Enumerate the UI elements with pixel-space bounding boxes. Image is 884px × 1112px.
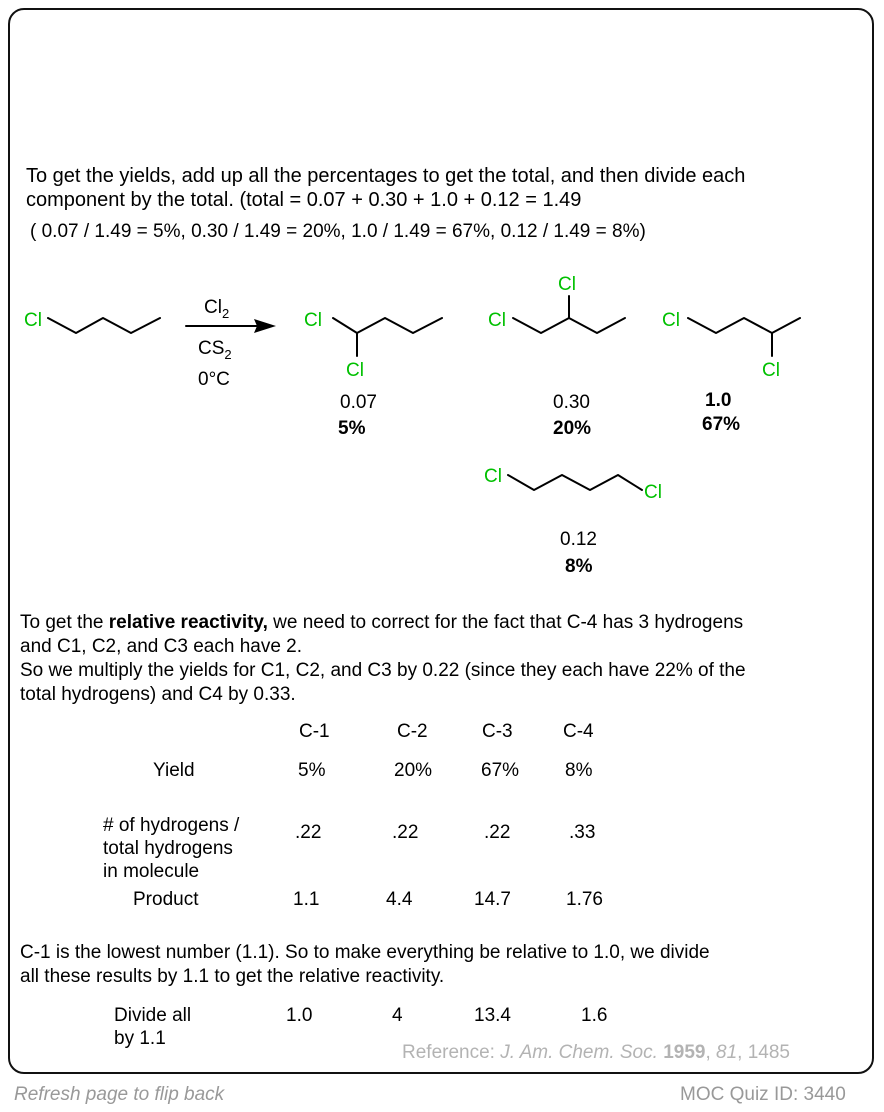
- hydrogen-cell: .33: [569, 822, 596, 843]
- hydrogen-cell: .22: [484, 822, 511, 843]
- product-2-yield: 20%: [553, 418, 592, 439]
- divide-cell: 13.4: [474, 1005, 511, 1026]
- product-3-ratio: 1.0: [705, 390, 732, 411]
- yield-cell: 67%: [481, 760, 520, 781]
- hydrogen-row-label-1: # of hydrogens /: [103, 815, 240, 836]
- cl-atom: Cl: [488, 310, 506, 331]
- cl-atom: Cl: [762, 360, 780, 381]
- divide-row-label-2: by 1.1: [114, 1028, 166, 1049]
- intro-line-1: To get the yields, add up all the percentages to get the total, and then divide each: [26, 165, 746, 187]
- product-4-ratio: 0.12: [560, 529, 597, 550]
- divide-cell: 4: [392, 1005, 403, 1026]
- temperature: 0°C: [198, 369, 230, 390]
- solvent-cs2: $CS_2$: [198, 338, 232, 362]
- intro-line-2: component by the total. (total = 0.07 + 0.30 + 1.0 + 0.12 = 1.49: [26, 189, 582, 211]
- product-row-label: Product: [133, 889, 199, 910]
- product-cell: 1.1: [293, 889, 320, 910]
- product-cell: 1.76: [566, 889, 603, 910]
- cl-atom: Cl: [644, 482, 662, 503]
- divide-row-label-1: Divide all: [114, 1005, 192, 1026]
- cl-atom: Cl: [662, 310, 680, 331]
- product-1-yield: 5%: [338, 418, 366, 439]
- product-3-yield: 67%: [702, 414, 741, 435]
- hydrogen-row-label-3: in molecule: [103, 861, 200, 882]
- intro-line-3: ( 0.07 / 1.49 = 5%, 0.30 / 1.49 = 20%, 1.0 / 1.49 = 67%, 0.12 / 1.49 = 8%): [30, 221, 646, 242]
- reactivity-line-3: So we multiply the yields for C1, C2, and C3 by 0.22 (since they each have 22% of the: [20, 660, 746, 681]
- divide-cell: 1.6: [581, 1005, 608, 1026]
- quiz-id: MOC Quiz ID: 3440: [680, 1084, 846, 1105]
- reference-citation: Reference: J. Am. Chem. Soc. 1959, 81, 1485: [402, 1042, 791, 1063]
- product-2-bonds: [513, 318, 625, 333]
- product-4-bonds: [508, 475, 642, 490]
- hydrogen-row-label-2: total hydrogens: [103, 838, 233, 859]
- product-cell: 4.4: [386, 889, 413, 910]
- cl-atom: Cl: [304, 310, 322, 331]
- reagent-cl2: $Cl_2$: [204, 297, 230, 321]
- reactivity-line-4: total hydrogens) and C4 by 0.33.: [20, 684, 296, 705]
- conclusion-line-1: C-1 is the lowest number (1.1). So to make everything be relative to 1.0, we divide: [20, 942, 710, 963]
- refresh-link[interactable]: Refresh page to flip back: [14, 1084, 225, 1105]
- product-3-bonds: [688, 318, 800, 333]
- yield-cell: 20%: [394, 760, 433, 781]
- cl-atom: Cl: [484, 466, 502, 487]
- cl-atom: Cl: [558, 274, 576, 295]
- reactivity-line-1: To get the relative reactivity, we need to correct for the fact that C-4 has 3 hydrogens: [20, 612, 744, 633]
- yield-cell: 5%: [298, 760, 326, 781]
- conclusion-line-2: all these results by 1.1 to get the relative reactivity.: [20, 966, 445, 987]
- cl-atom: Cl: [346, 360, 364, 381]
- yield-cell: 8%: [565, 760, 593, 781]
- starting-material-bonds: [48, 318, 160, 333]
- product-1-ratio: 0.07: [340, 392, 377, 413]
- divide-cell: 1.0: [286, 1005, 313, 1026]
- product-2-ratio: 0.30: [553, 392, 590, 413]
- cl-atom: Cl: [24, 310, 42, 331]
- product-1-bonds: [333, 318, 442, 333]
- column-header: C-4: [563, 721, 594, 742]
- reactivity-line-2: and C1, C2, and C3 each have 2.: [20, 636, 303, 657]
- column-header: C-1: [299, 721, 330, 742]
- product-cell: 14.7: [474, 889, 511, 910]
- yield-row-label: Yield: [153, 760, 195, 781]
- hydrogen-cell: .22: [392, 822, 419, 843]
- hydrogen-cell: .22: [295, 822, 322, 843]
- product-4-yield: 8%: [565, 556, 593, 577]
- column-header: C-3: [482, 721, 513, 742]
- column-header: C-2: [397, 721, 428, 742]
- reaction-arrow-head: [254, 319, 276, 333]
